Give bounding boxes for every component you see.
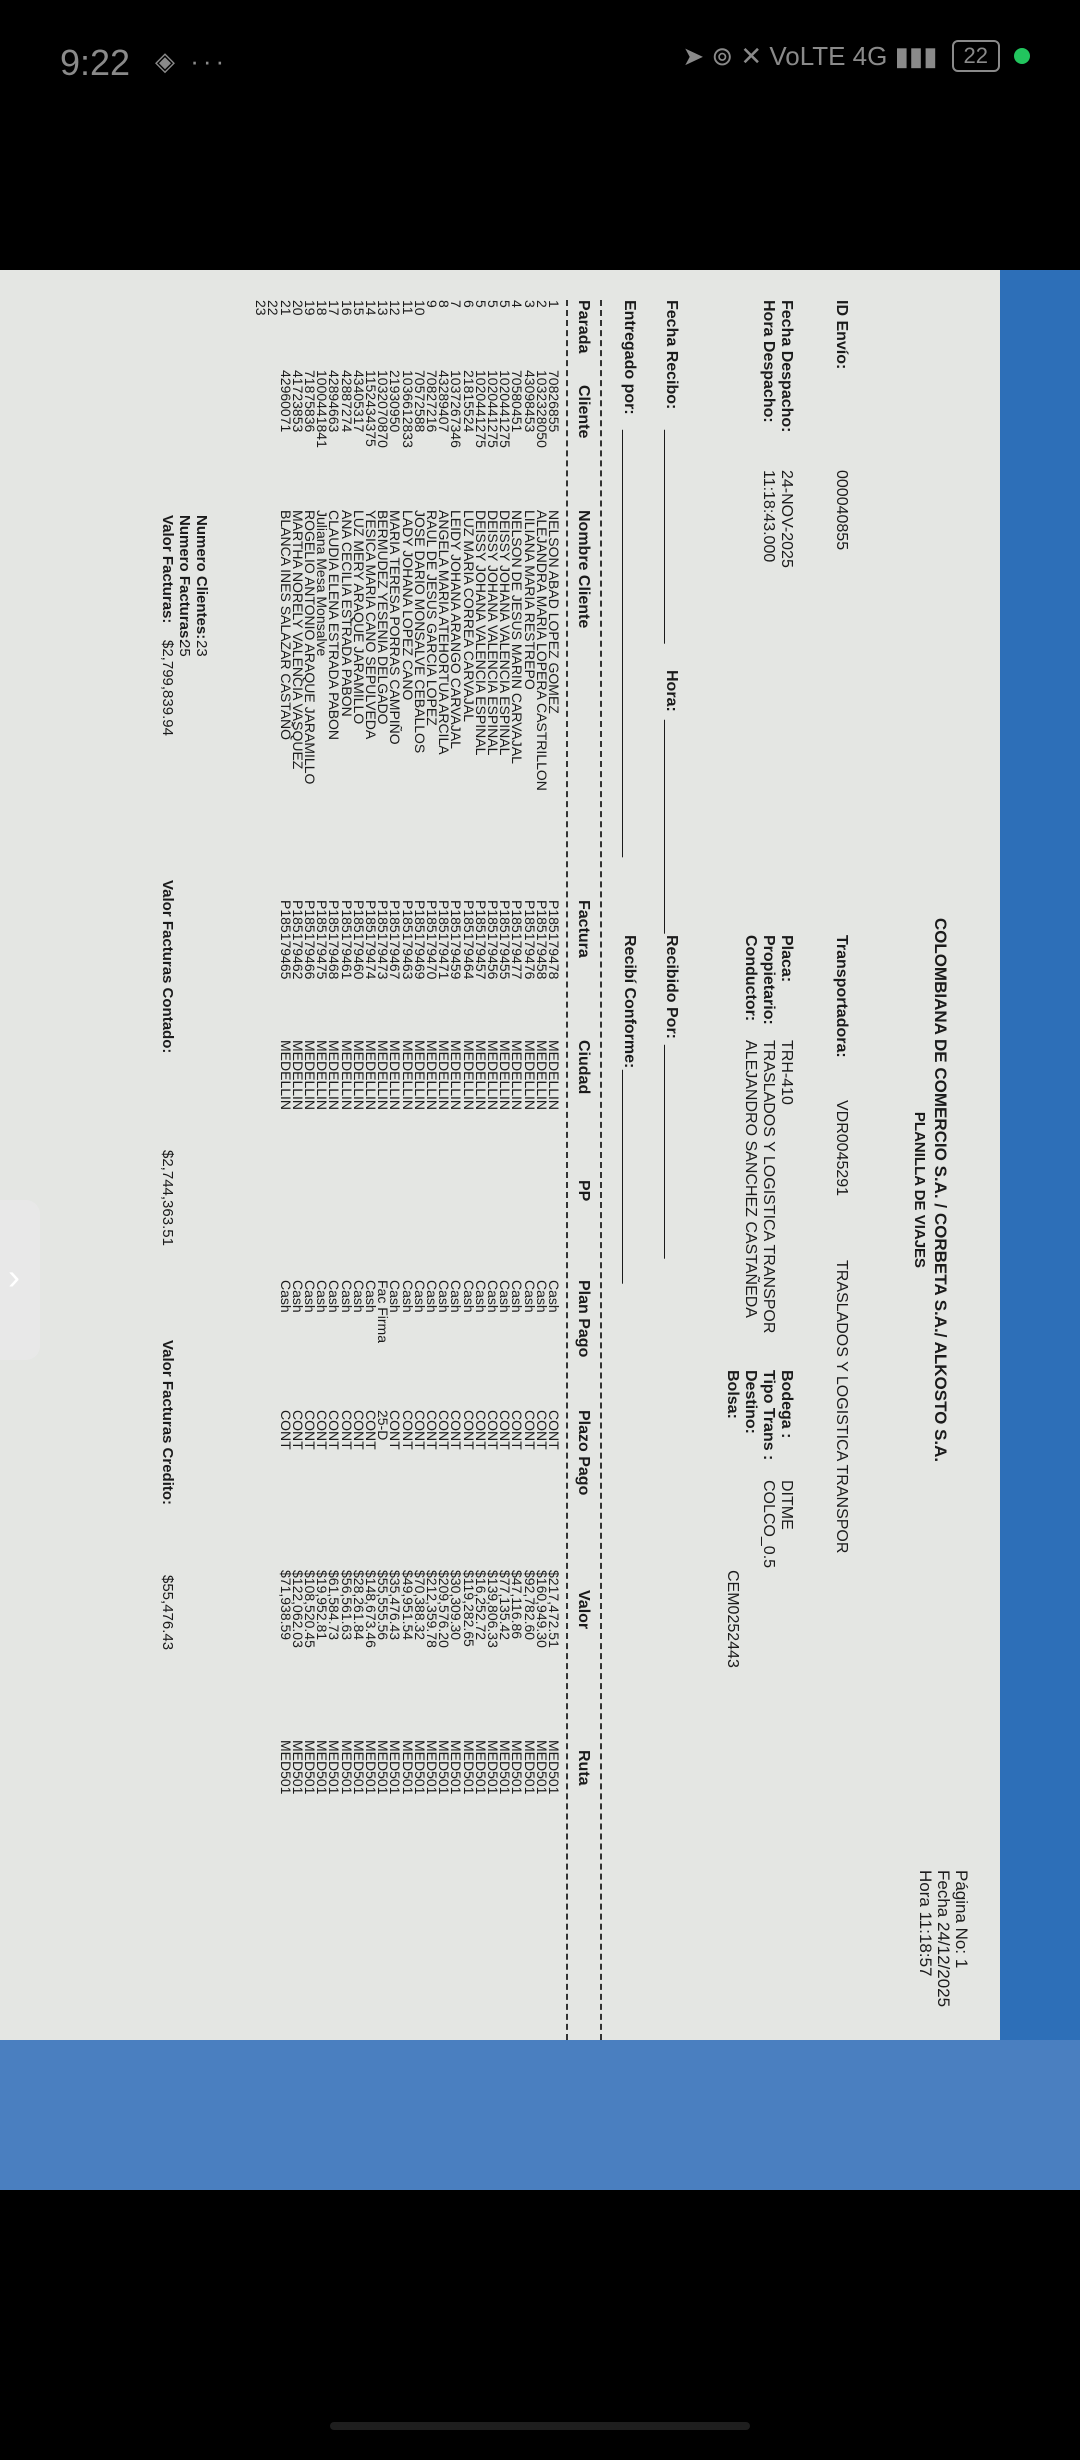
cell-parada: 5	[472, 300, 489, 308]
transportadora-code: VDR0045291	[833, 1100, 850, 1197]
cell-cliente: 1020441275	[472, 370, 489, 448]
column-nombre	[279, 510, 560, 791]
col-header-ruta: Ruta	[575, 1750, 592, 1786]
cell-plazo-pago: CONT	[314, 1410, 331, 1450]
hora-recibo-line: ________________________	[663, 720, 680, 934]
hora-recibo-label: Hora:	[663, 670, 680, 712]
cell-nombre: JOSE DARIO MONSALVE CEBALLOS	[411, 510, 428, 754]
document-title: PLANILLA DE VIAJES	[911, 1111, 928, 1269]
recibido-por-line: ________________________	[663, 1045, 680, 1259]
cell-valor: $212,359.78	[423, 1570, 440, 1648]
cell-cliente: 70827216	[423, 370, 440, 433]
cell-ruta: MED501	[472, 1740, 489, 1795]
cell-parada: 11	[399, 300, 416, 315]
cell-plazo-pago: CONT	[533, 1410, 550, 1450]
cell-cliente: 1020441275	[484, 370, 501, 448]
cell-parada: 15	[350, 300, 367, 316]
cell-parada: 6	[460, 300, 477, 308]
cell-cliente: 70572588	[411, 370, 428, 433]
cell-cliente: 1152434375	[362, 370, 379, 447]
fecha-despacho-value: 24-NOV-2025	[778, 470, 795, 568]
cell-plazo-pago: CONT	[448, 1410, 465, 1450]
cell-cliente: 21815524	[460, 370, 477, 433]
cell-nombre: ANA CECILIA ESTRADA PABON	[338, 510, 355, 717]
cell-factura: P185179455	[497, 900, 514, 980]
cell-ruta: MED501	[314, 1740, 331, 1795]
cell-ciudad: MEDELLIN	[326, 1040, 343, 1111]
cell-nombre: LADY JOHANA LOPEZ CANO	[399, 510, 416, 701]
cell-plan-pago: Cash	[484, 1280, 501, 1313]
gesture-nav-bar[interactable]	[330, 2422, 750, 2430]
column-ciudad	[279, 1040, 560, 1110]
cell-factura: P185179458	[533, 900, 550, 980]
column-valor	[279, 1570, 560, 1648]
cell-valor: $49,951.54	[399, 1570, 416, 1641]
cell-ciudad: MEDELLIN	[460, 1040, 477, 1111]
cell-factura: P185179475	[314, 900, 331, 980]
cell-ruta: MED501	[436, 1740, 453, 1795]
cell-cliente: 1020441275	[497, 370, 514, 448]
cell-valor: $56,561.63	[338, 1570, 355, 1641]
cell-valor: $47,116.86	[509, 1570, 526, 1640]
col-header-parada: Parada	[575, 300, 592, 354]
hora-despacho-label: Hora Despacho:	[760, 300, 777, 423]
cell-factura: P185179456	[484, 900, 501, 980]
cell-cliente: 70580451	[509, 370, 526, 433]
cell-plan-pago: Cash	[521, 1280, 538, 1313]
cell-factura: P185179477	[509, 900, 526, 980]
cell-valor: $77,135.42	[497, 1570, 514, 1641]
cell-ruta: MED501	[289, 1740, 306, 1795]
cell-valor: $28,261.84	[350, 1570, 367, 1641]
cell-plan-pago: Cash	[436, 1280, 453, 1313]
cell-plazo-pago: CONT	[460, 1410, 477, 1450]
cell-ciudad: MEDELLIN	[509, 1040, 526, 1111]
cell-valor: $55,555.56	[375, 1570, 392, 1641]
cell-factura: P185179468	[326, 900, 343, 980]
privacy-dot-icon	[1014, 48, 1030, 64]
cell-parada: 17	[326, 300, 343, 316]
cell-nombre: BERMUDEZ YESENIA DELGADO	[375, 510, 392, 725]
cell-plan-pago: Cash	[362, 1280, 379, 1313]
cell-parada: 8	[436, 300, 453, 308]
cell-plan-pago: Cash	[448, 1280, 465, 1313]
cell-valor: $108,520.45	[301, 1570, 318, 1648]
cell-plan-pago: Cash	[472, 1280, 489, 1313]
cell-plan-pago: Cash	[423, 1280, 440, 1313]
cell-ciudad: MEDELLIN	[387, 1040, 404, 1111]
bodega-label: Bodega :	[778, 1370, 795, 1439]
cell-nombre: NELSON DE JESUS MARIN CARVAJAL	[509, 510, 526, 764]
status-bar	[0, 0, 1080, 130]
date-value: 24/12/2025	[934, 1921, 953, 2008]
cell-nombre: BLANCA INES SALAZAR CASTAÑO	[277, 510, 294, 741]
cell-valor: $30,309.30	[448, 1570, 465, 1641]
document-company-title: COLOMBIANA DE COMERCIO S.A. / CORBETA S.A./ ALKOSTO S.A.	[931, 917, 950, 1463]
cell-plan-pago: Cash	[546, 1280, 562, 1313]
cell-ruta: MED501	[546, 1740, 562, 1795]
cell-cliente: 43098453	[521, 370, 538, 433]
placa-value: TRH-410	[778, 1040, 795, 1105]
cell-parada: 9	[423, 300, 440, 308]
cell-nombre: DEISSY JOHANA VALENCIA ESPINAL	[484, 510, 501, 756]
cell-valor: $71,938.59	[277, 1570, 294, 1641]
cell-factura: P185179467	[387, 900, 404, 980]
transportadora-label: Transportadora:	[833, 935, 850, 1058]
cell-ruta: MED501	[375, 1740, 392, 1795]
column-factura	[279, 900, 560, 979]
destino-label: Destino:	[742, 1370, 759, 1434]
cell-factura: P185179464	[460, 900, 477, 980]
cell-parada: 1	[546, 300, 562, 308]
column-plan-pago	[279, 1280, 560, 1343]
header-rule-top	[600, 300, 602, 2060]
cell-ciudad: MEDELLIN	[436, 1040, 453, 1111]
cell-nombre: YESICA MARIA CANO SEPULVEDA	[362, 510, 379, 740]
cell-parada: 20	[289, 300, 306, 316]
cell-ruta: MED501	[350, 1740, 367, 1795]
cell-plazo-pago: CONT	[301, 1410, 318, 1450]
cell-ruta: MED501	[497, 1740, 514, 1795]
cell-valor: $160,949.30	[533, 1570, 550, 1648]
cell-parada: 16	[338, 300, 355, 316]
cell-factura: P185179460	[350, 900, 367, 980]
id-envio-value: 000040855	[833, 470, 850, 551]
cell-cliente: 1000441841	[314, 370, 331, 448]
cell-ciudad: MEDELLIN	[362, 1040, 379, 1111]
cell-parada: 22	[265, 300, 282, 316]
cell-factura: P185179465	[277, 900, 294, 980]
notification-icons: ◈ ···	[155, 46, 229, 76]
cell-valor: $35,476.43	[387, 1570, 404, 1641]
cell-nombre: ROGELIO ANTONIO ARAQUE JARAMILLO	[301, 510, 318, 785]
header-rule-bottom	[566, 300, 568, 2060]
time-value: 11:18:57	[916, 1911, 935, 1977]
entregado-por-label: Entregado por:	[621, 300, 638, 415]
cell-plan-pago: Fac Firma	[375, 1280, 392, 1343]
col-header-pp: PP	[575, 1180, 592, 1202]
cell-plazo-pago: CONT	[436, 1410, 453, 1450]
cell-parada: 13	[375, 300, 392, 316]
cell-ruta: MED501	[277, 1740, 294, 1795]
col-header-nombre: Nombre Cliente	[575, 510, 592, 629]
cell-ruta: MED501	[509, 1740, 526, 1795]
cell-plan-pago: Cash	[533, 1280, 550, 1313]
tipo-trans-value: COLCO_0.5	[760, 1480, 777, 1569]
cell-valor: $70,388.32	[411, 1570, 428, 1641]
cell-ruta: MED501	[301, 1740, 318, 1795]
cell-parada: 3	[521, 300, 538, 308]
cell-plazo-pago: CONT	[423, 1410, 440, 1450]
cell-parada: 14	[362, 300, 379, 316]
cell-cliente: 70826855	[546, 370, 562, 433]
cell-plazo-pago: CONT	[484, 1410, 501, 1450]
numero-clientes-value: 23	[193, 640, 210, 657]
cell-ruta: MED501	[338, 1740, 355, 1795]
page-info	[916, 1870, 970, 2007]
cell-ruta: MED501	[521, 1740, 538, 1795]
cell-plan-pago: Cash	[460, 1280, 477, 1313]
cell-ciudad: MEDELLIN	[375, 1040, 392, 1111]
cell-plan-pago: Cash	[411, 1280, 428, 1313]
cell-ruta: MED501	[460, 1740, 477, 1795]
cell-cliente: 1036612833	[399, 370, 416, 448]
cell-parada: 23	[253, 300, 270, 316]
cell-plan-pago: Cash	[387, 1280, 404, 1313]
cell-plazo-pago: CONT	[399, 1410, 416, 1450]
cell-cliente: 42894663	[326, 370, 343, 433]
fecha-recibo-line: ________________________	[663, 430, 680, 644]
fecha-despacho-label: Fecha Despacho:	[778, 300, 795, 433]
transportadora-name: TRASLADOS Y LOGISTICA TRANSPOR	[833, 1260, 850, 1554]
cell-ruta: MED501	[326, 1740, 343, 1795]
cell-ruta: MED501	[484, 1740, 501, 1795]
cell-cliente: 41723853	[289, 370, 306, 433]
cell-factura: P185179476	[521, 900, 538, 980]
cell-plan-pago: Cash	[399, 1280, 416, 1313]
cell-plazo-pago: CONT	[509, 1410, 526, 1450]
cell-ciudad: MEDELLIN	[338, 1040, 355, 1111]
cell-plan-pago: Cash	[509, 1280, 526, 1313]
conductor-value: ALEJANDRO SANCHEZ CASTAÑEDA	[742, 1040, 759, 1318]
date-label: Fecha	[934, 1870, 953, 1918]
cell-ruta: MED501	[423, 1740, 440, 1795]
valor-facturas-label: Valor Facturas:	[159, 515, 176, 624]
cell-parada: 2	[533, 300, 550, 308]
conductor-label: Conductor:	[742, 935, 759, 1022]
entregado-por-line: ________________________________________________	[621, 430, 638, 858]
cell-factura: P185179463	[399, 900, 416, 980]
cell-parada: 5	[497, 300, 514, 308]
cell-plazo-pago: CONT	[338, 1410, 355, 1450]
cell-factura: P185179474	[362, 900, 379, 980]
bolsa-label: Bolsa:	[724, 1370, 741, 1419]
cell-ciudad: MEDELLIN	[314, 1040, 331, 1111]
cell-ruta: MED501	[387, 1740, 404, 1795]
cell-parada: 12	[387, 300, 404, 316]
cell-plan-pago: Cash	[301, 1280, 318, 1313]
cell-valor: $119,282.65	[460, 1570, 477, 1647]
cell-nombre: LILIANA MARIA RESTREPO	[521, 510, 538, 690]
cell-cliente: 43405317	[350, 370, 367, 433]
cell-valor: $148,673.46	[362, 1570, 379, 1648]
cell-plazo-pago: CONT	[546, 1410, 562, 1450]
cell-parada: 10	[411, 300, 428, 316]
tipo-trans-label: Tipo Trans :	[760, 1370, 777, 1461]
cell-plan-pago: Cash	[314, 1280, 331, 1313]
cell-cliente: 1032070870	[375, 370, 392, 448]
cell-cliente: 1037267346	[448, 370, 465, 448]
cell-plazo-pago: CONT	[521, 1410, 538, 1450]
cell-valor: $139,806.33	[484, 1570, 501, 1648]
cell-ruta: MED501	[362, 1740, 379, 1795]
numero-facturas-value: 25	[176, 640, 193, 657]
column-cliente	[279, 370, 560, 448]
col-header-plazo-pago: Plazo Pago	[575, 1410, 592, 1496]
id-envio-label: ID Envío:	[833, 300, 850, 370]
col-header-factura: Factura	[575, 900, 592, 958]
cell-valor: $19,952.81	[314, 1570, 331, 1641]
cell-plazo-pago: CONT	[411, 1410, 428, 1450]
cell-ciudad: MEDELLIN	[533, 1040, 550, 1111]
cell-factura: P185179469	[411, 900, 428, 980]
cell-plazo-pago: CONT	[289, 1410, 306, 1450]
cell-factura: P185179473	[375, 900, 392, 980]
cell-factura: P185179478	[546, 900, 562, 980]
cell-plan-pago: Cash	[289, 1280, 306, 1313]
cell-ruta: MED501	[448, 1740, 465, 1795]
cell-plan-pago: Cash	[277, 1280, 294, 1313]
cell-valor: $16,252.72	[472, 1570, 489, 1641]
cell-ciudad: MEDELLIN	[301, 1040, 318, 1111]
valor-facturas-value: $2,799,839.94	[159, 640, 176, 736]
battery-icon: 22	[952, 40, 1000, 72]
cell-ciudad: MEDELLIN	[277, 1040, 294, 1111]
cell-parada: 19	[301, 300, 318, 316]
cell-ciudad: MEDELLIN	[521, 1040, 538, 1111]
cell-plan-pago: Cash	[338, 1280, 355, 1313]
page-label: Página No:	[952, 1870, 971, 1955]
cell-nombre: DEISSY JOHANA VALENCIA ESPINAL	[497, 510, 514, 756]
cell-valor: $217,472.51	[546, 1570, 562, 1648]
clock: 9:22	[60, 42, 131, 83]
cell-nombre: CLAUDIA ELENA ESTRADA PABON	[326, 510, 343, 741]
cell-parada: 7	[448, 300, 465, 308]
cell-plazo-pago: CONT	[497, 1410, 514, 1450]
page-value: 1	[952, 1958, 971, 1969]
cell-factura: P185179471	[436, 900, 453, 980]
cell-factura: P185179470	[423, 900, 440, 980]
trip-sheet-document	[20, 270, 1000, 2110]
cell-ciudad: MEDELLIN	[448, 1040, 465, 1111]
valor-credito-label: Valor Facturas Credito:	[159, 1340, 176, 1506]
bodega-value: DITME	[778, 1480, 795, 1530]
column-parada	[255, 300, 560, 316]
cell-valor: $122,062.03	[289, 1570, 306, 1648]
hora-despacho-value: 11:18:43.000	[760, 470, 777, 563]
column-plazo-pago	[279, 1410, 560, 1450]
cell-ciudad: MEDELLIN	[350, 1040, 367, 1111]
placa-label: Placa:	[778, 935, 795, 983]
recibi-conforme-label: Recibí Conforme:	[621, 935, 638, 1069]
valor-contado-label: Valor Facturas Contado:	[159, 880, 176, 1054]
numero-facturas-label: Numero Facturas:	[176, 515, 193, 644]
cell-nombre: MARTHA NORELY VALENCIA VASQUEZ	[289, 510, 306, 770]
cell-factura: P185179466	[301, 900, 318, 980]
recibido-por-label: Recibido Por:	[663, 935, 680, 1040]
cell-nombre: LEIDY JOHANA ARANGO CARVAJAL	[448, 510, 465, 749]
column-ruta	[279, 1740, 560, 1794]
cell-cliente: 1032328050	[533, 370, 550, 448]
col-header-valor: Valor	[575, 1590, 592, 1630]
cell-ruta: MED501	[533, 1740, 550, 1795]
cell-ciudad: MEDELLIN	[423, 1040, 440, 1111]
cell-nombre: DEISSY JOHANA VALENCIA ESPINAL	[472, 510, 489, 756]
cell-plan-pago: Cash	[350, 1280, 367, 1313]
cell-plan-pago: Cash	[326, 1280, 343, 1313]
cell-parada: 4	[509, 300, 526, 308]
cell-plan-pago: Cash	[497, 1280, 514, 1313]
fecha-recibo-label: Fecha Recibo:	[663, 300, 680, 410]
cell-cliente: 21930950	[387, 370, 404, 433]
cell-nombre: LUZ MERY ARAQUE JARAMILLO	[350, 510, 367, 725]
cell-cliente: 71875836	[301, 370, 318, 433]
cell-ciudad: MEDELLIN	[546, 1040, 562, 1111]
cell-cliente: 42960071	[277, 370, 294, 433]
cell-plazo-pago: CONT	[387, 1410, 404, 1450]
cell-plazo-pago: CONT	[362, 1410, 379, 1450]
cell-valor: $92,782.60	[521, 1570, 538, 1641]
chevron-right-icon: ›	[8, 1256, 20, 1297]
propietario-value: TRASLADOS Y LOGISTICA TRANSPOR	[760, 1040, 777, 1334]
cell-ciudad: MEDELLIN	[399, 1040, 416, 1111]
propietario-label: Propietario:	[760, 935, 777, 1025]
cell-nombre: ANGELA MARIA ATEHORTUA ARCILA	[436, 510, 453, 755]
cell-ciudad: MEDELLIN	[411, 1040, 428, 1111]
cell-plazo-pago: CONT	[277, 1410, 294, 1450]
cell-cliente: 43289407	[436, 370, 453, 433]
cell-factura: P185179462	[289, 900, 306, 980]
cell-nombre: NELSON ABAD LOPEZ GOMEZ	[546, 510, 562, 714]
col-header-cliente: Cliente	[575, 385, 592, 439]
cell-ciudad: MEDELLIN	[484, 1040, 501, 1111]
cell-factura: P185179459	[448, 900, 465, 980]
cell-parada: 21	[277, 300, 294, 316]
cell-plazo-pago: CONT	[350, 1410, 367, 1450]
bolsa-value: CEM0252443	[724, 1570, 741, 1668]
cell-plazo-pago: 25-D	[375, 1410, 392, 1441]
cell-nombre: RAUL DE JESUS GARCIA LOPEZ	[423, 510, 440, 726]
cell-ruta: MED501	[411, 1740, 428, 1795]
numero-clientes-label: Numero Clientes:	[193, 515, 210, 640]
time-label: Hora	[916, 1870, 935, 1907]
cell-ciudad: MEDELLIN	[497, 1040, 514, 1111]
photo-background-strip	[0, 2040, 1080, 2190]
cell-valor: $61,584.73	[326, 1570, 343, 1641]
cell-factura: P185179457	[472, 900, 489, 980]
cell-parada: 18	[314, 300, 331, 316]
cell-nombre: MARIA TERESA PORRAS CAMPIÑO	[387, 510, 404, 745]
cell-nombre: Juliana Mesa Monsalve	[314, 510, 331, 657]
cell-parada: 5	[484, 300, 501, 308]
col-header-ciudad: Ciudad	[575, 1040, 592, 1095]
system-icons	[682, 40, 1030, 72]
cell-factura: P185179461	[338, 900, 355, 980]
cell-valor: $209,576.20	[436, 1570, 453, 1648]
cell-nombre: ALEJANDRA MARIA LOPERA CASTRILLON	[533, 510, 550, 791]
cell-ciudad: MEDELLIN	[289, 1040, 306, 1111]
document-photo	[0, 270, 1080, 2190]
recibi-conforme-line: ________________________	[621, 1070, 638, 1284]
cell-ruta: MED501	[399, 1740, 416, 1795]
signal-icons: ➤ ⊚ ✕ VoLTE 4G ▮▮▮	[682, 40, 938, 71]
cell-cliente: 42887274	[338, 370, 355, 433]
col-header-plan-pago: Plan Pago	[575, 1280, 592, 1358]
cell-nombre: LUZ MARIA CORREA CARVAJAL	[460, 510, 477, 722]
valor-credito-value: $55,476.43	[159, 1575, 176, 1651]
side-panel-handle[interactable]	[0, 1200, 40, 1360]
cell-plazo-pago: CONT	[472, 1410, 489, 1450]
valor-contado-value: $2,744,363.51	[159, 1150, 176, 1246]
cell-plazo-pago: CONT	[326, 1410, 343, 1450]
cell-ciudad: MEDELLIN	[472, 1040, 489, 1111]
